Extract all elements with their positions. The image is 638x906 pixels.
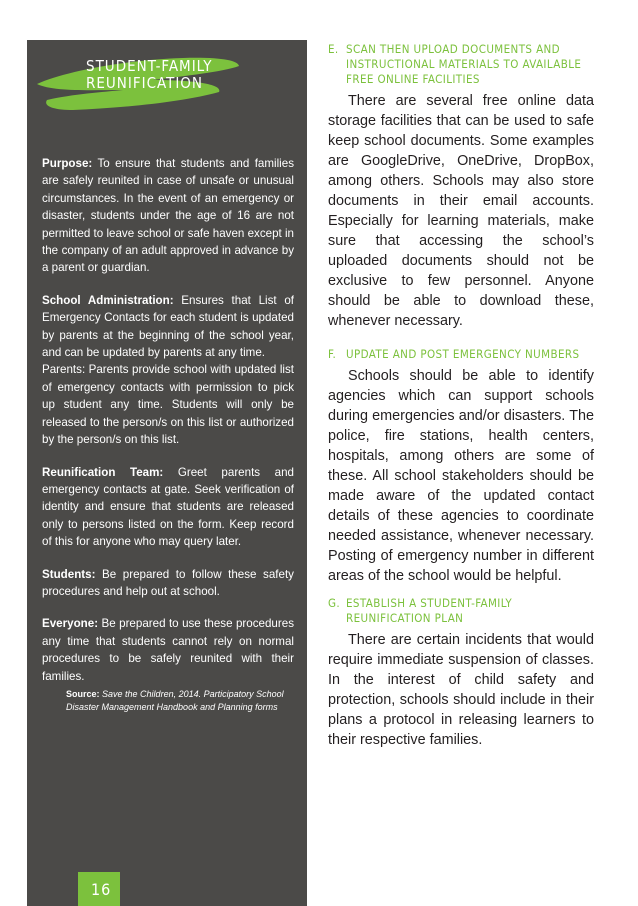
purpose-text: To ensure that students and families are safely reunited in case of unsafe or unusual circumstances. In the event of an emergency or disaster, students under the age of 16 are not permitted to leave school or safe haven except in the company of an adult approved in advance by a parent or guardian. bbox=[42, 157, 294, 275]
section-e-letter: E. bbox=[328, 42, 339, 56]
section-f-letter: F. bbox=[328, 347, 337, 361]
source-label: Source: bbox=[66, 689, 100, 699]
purpose-label: Purpose: bbox=[42, 157, 93, 170]
section-g-body: There are certain incidents that would require immediate suspension of classes. In the interest of child safety and protection, schools should include in their plans a protocol in releasing learners to their respective families. bbox=[328, 632, 594, 748]
section-e-heading bbox=[328, 42, 594, 87]
source-text: Save the Children, 2014. Participatory School Disaster Management Handbook and Planning forms bbox=[66, 689, 284, 712]
section-e-body: There are several free online data storage facilities that can be used to safe keep school documents. Some examples are GoogleDrive, OneDrive, DropBox, among others. Schools may also store documents in their email accounts. Especially for learning materials, make sure that accessing the school’s uploaded documents should not be exclusive to few personnel. Anyone should be able to download these, whenever necessary. bbox=[328, 93, 594, 329]
students-text: Be prepared to follow these safety procedures and help out at school. bbox=[42, 567, 294, 598]
admin-label: School Administration: bbox=[42, 293, 174, 307]
page-number-badge bbox=[78, 872, 120, 906]
sidebar-title-line2: REUNIFICATION bbox=[86, 74, 204, 92]
sidebar-title-line1: STUDENT-FAMILY bbox=[86, 57, 213, 75]
page-number: 16 bbox=[91, 880, 112, 899]
sidebar-content bbox=[42, 155, 294, 700]
section-g-title: ESTABLISH A STUDENT-FAMILY REUNIFICATION PLAN bbox=[346, 596, 513, 625]
team-paragraph bbox=[42, 464, 294, 551]
students-paragraph bbox=[42, 566, 294, 601]
section-f-title: UPDATE AND POST EMERGENCY NUMBERS bbox=[346, 347, 580, 361]
main-column bbox=[328, 42, 594, 750]
students-label: Students: bbox=[42, 567, 96, 581]
everyone-label: Everyone: bbox=[42, 617, 99, 631]
admin-paragraph bbox=[42, 292, 294, 362]
section-f-heading bbox=[328, 347, 594, 362]
section-g-letter: G. bbox=[328, 596, 341, 610]
admin-text: Ensures that List of Emergency Contacts for each student is updated by parents at the beginning of the school year, and can be updated by parents at any time. bbox=[42, 293, 294, 360]
team-text: Greet parents and emergency contacts at gate. Seek verification of identity and ensure that students are released only to persons listed on the form. Keep record of this for anyone who may query later. bbox=[42, 465, 294, 549]
purpose-paragraph bbox=[42, 155, 294, 277]
section-g-heading bbox=[328, 596, 594, 626]
sidebar-title bbox=[86, 58, 212, 92]
section-f-body: Schools should be able to identify agencies which can support schools during emergencies and/or disasters. The police, fire stations, health centers, hospitals, among others are some of these. All school stakeholders should be made aware of the updated contact details of these agencies to coordinate needed assistance, whenever necessary. Posting of emergency number in different areas of the school would be helpful. bbox=[328, 368, 594, 584]
section-e-title: SCAN THEN UPLOAD DOCUMENTS AND INSTRUCTIONAL MATERIALS TO AVAILABLE FREE ONLINE FACILITIES bbox=[346, 42, 582, 86]
everyone-text: Be prepared to use these procedures any time that students cannot rely on normal procedures to be safely reunited with their families. bbox=[42, 617, 294, 683]
source-citation bbox=[66, 688, 296, 714]
everyone-paragraph bbox=[42, 615, 294, 685]
team-label: Reunification Team: bbox=[42, 465, 164, 479]
parents-paragraph: Parents: Parents provide school with updated list of emergency contacts with permission to pick up student any time. Students will only be released to the person/s on this list or authorized by the person/s on this list. bbox=[42, 363, 294, 447]
